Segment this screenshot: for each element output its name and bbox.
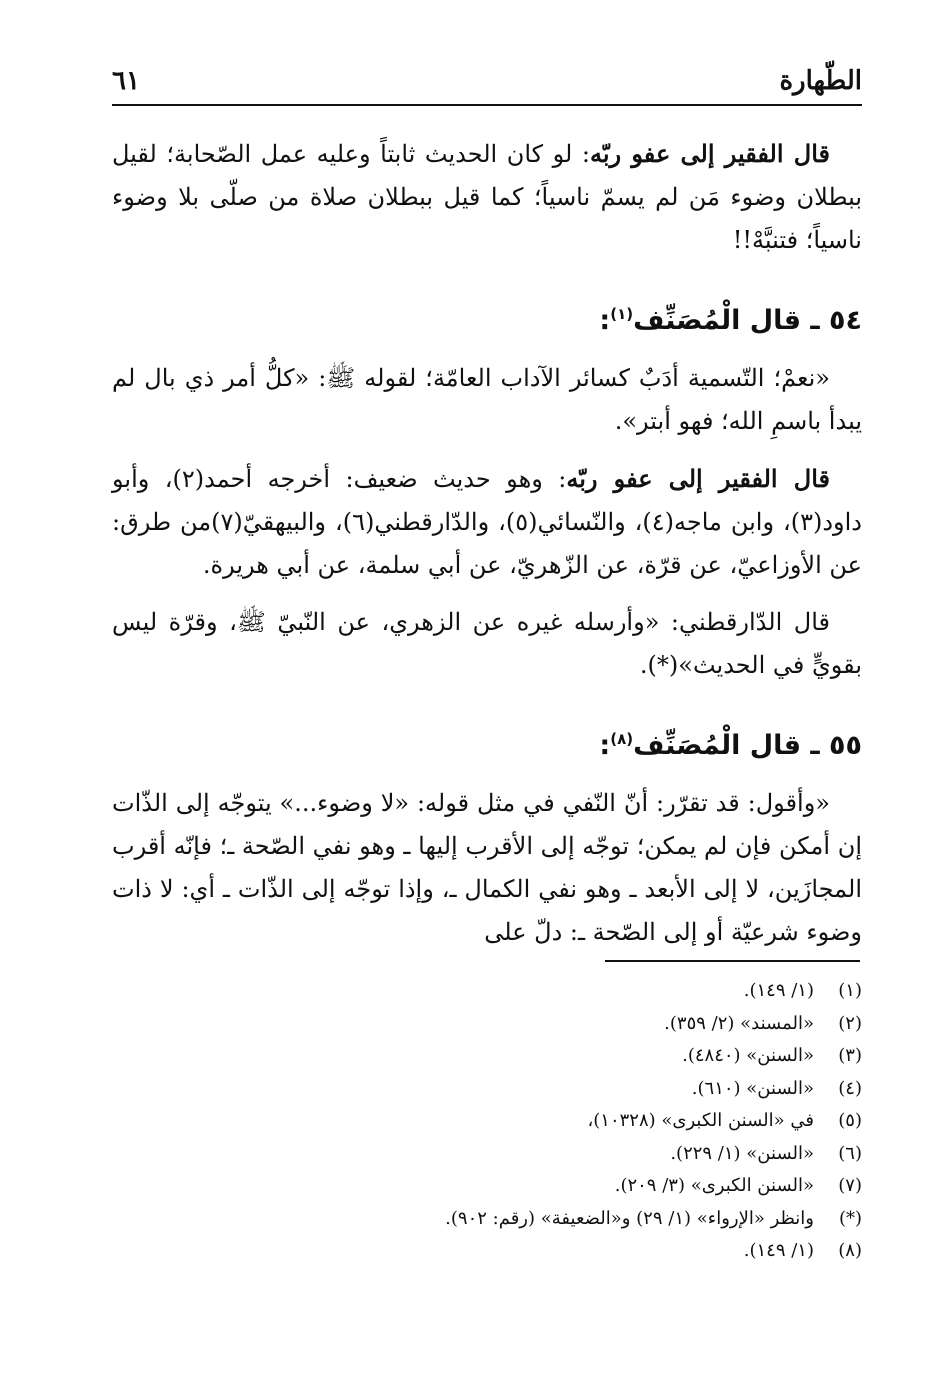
footnote-mark: (٤): [838, 1077, 862, 1099]
paragraph-text: «وأقول: قد تقرّر: أنّ النّفي في مثل قوله: «لا وضوء...» يتوجّه إلى الذّات إن أمكن فإن لم يمكن؛ توجّه إلى الأقرب إليها ـ وهو نفي الصّحة ـ؛ فإنّه أقرب المجازَين، لا إلى الأبعد ـ وهو نفي الكمال ـ، وإذا توجّه إلى الذّات ـ أي: لا ذات وضوء شرعيّة أو إلى الصّحة ـ: دلّ على: [112, 789, 862, 946]
footnote-text: (١/ ١٤٩).: [743, 1240, 814, 1261]
running-title: الطّهارة: [779, 66, 862, 96]
paragraph: [112, 457, 862, 587]
footnote-text: «السنن» (١/ ٢٢٩).: [670, 1142, 814, 1164]
heading-label: ٥٤ ـ قال الْمُصَنِّف: [633, 305, 862, 336]
footnote-text: «السنن» (٦١٠).: [691, 1077, 814, 1099]
footnote: [112, 1040, 862, 1073]
footnote-text: «السنن الكبرى» (٣/ ٢٠٩).: [614, 1175, 814, 1196]
footnote-text: «السنن» (٤٨٤٠).: [682, 1045, 814, 1066]
footnote-mark: (٢): [838, 1012, 862, 1034]
paragraph: [112, 782, 862, 954]
body-text: [112, 132, 862, 968]
footnote-mark: (٣): [838, 1045, 862, 1066]
footnote: [112, 1138, 862, 1171]
footnote: [112, 975, 862, 1008]
footnote: [112, 1235, 862, 1268]
paragraph-lead: قال الفقير إلى عفو ربّه: [590, 139, 831, 168]
heading-label: ٥٥ ـ قال الْمُصَنِّف: [633, 730, 862, 761]
footnote-text: في «السنن الكبرى» (١٠٣٢٨)،: [587, 1110, 814, 1131]
footnote-text: وانظر «الإرواء» (١/ ٢٩) و«الضعيفة» (رقم: ٩٠٢).: [445, 1207, 814, 1229]
section-heading: [112, 717, 862, 768]
paragraph-text: قال الدّارقطني: «وأرسله غيره عن الزهري، عن النّبيّ ﷺ، وقرّة ليس بقويٍّ في الحديث»(*).: [112, 608, 862, 679]
section-heading: [112, 292, 862, 343]
footnote-divider: [605, 960, 860, 962]
footnote-text: «المسند» (٢/ ٣٥٩).: [664, 1012, 814, 1034]
footnote-ref: (١): [610, 305, 634, 323]
footnote-text: (١/ ١٤٩).: [743, 980, 814, 1001]
footnote-mark: (٨): [838, 1240, 862, 1261]
footnote: [112, 1073, 862, 1106]
page-header: [112, 60, 862, 106]
heading-colon: :: [599, 305, 611, 336]
footnote: [112, 1105, 862, 1138]
paragraph: [112, 601, 862, 687]
footnote-mark: (٦): [838, 1142, 862, 1164]
heading-colon: :: [599, 730, 611, 761]
paragraph: [112, 357, 862, 443]
paragraph-text: : وهو حديث ضعيف: أخرجه أحمد(٢)، وأبو داود(٣)، وابن ماجه(٤)، والنّسائي(٥)، والدّارقطني(٦)، والبيهقيّ(٧)من طرق: عن الأوزاعيّ، عن قرّة، عن الزّهريّ، عن أبي سلمة، عن أبي هريرة.: [112, 465, 862, 579]
footnote-mark: (١): [838, 980, 862, 1001]
footnote-mark: (*): [838, 1207, 862, 1229]
footnote-mark: (٧): [838, 1175, 862, 1196]
footnote: [112, 1170, 862, 1203]
paragraph-text: «نعمْ؛ التّسمية أدَبٌ كسائر الآداب العامّة؛ لقوله ﷺ: «كلُّ أمر ذي بال لم يبدأ باسمِ الله؛ فهو أبتر».: [112, 364, 862, 435]
footnote-mark: (٥): [838, 1110, 862, 1131]
paragraph: [112, 132, 862, 262]
paragraph-lead: قال الفقير إلى عفو ربّه: [566, 464, 830, 493]
footnotes-list: [112, 975, 862, 1268]
page-number: ٦١: [112, 66, 140, 96]
footnote: [112, 1008, 862, 1041]
footnote-ref: (٨): [610, 730, 634, 748]
footnote: [112, 1203, 862, 1236]
paragraph-text: : لو كان الحديث ثابتاً وعليه عمل الصّحابة؛ لقيل ببطلان وضوء مَن لم يسمّ ناسياً؛ كما قيل ببطلان صلاة من صلّى بلا وضوء ناسياً؛ فتنبَّهْ!!: [112, 140, 863, 254]
